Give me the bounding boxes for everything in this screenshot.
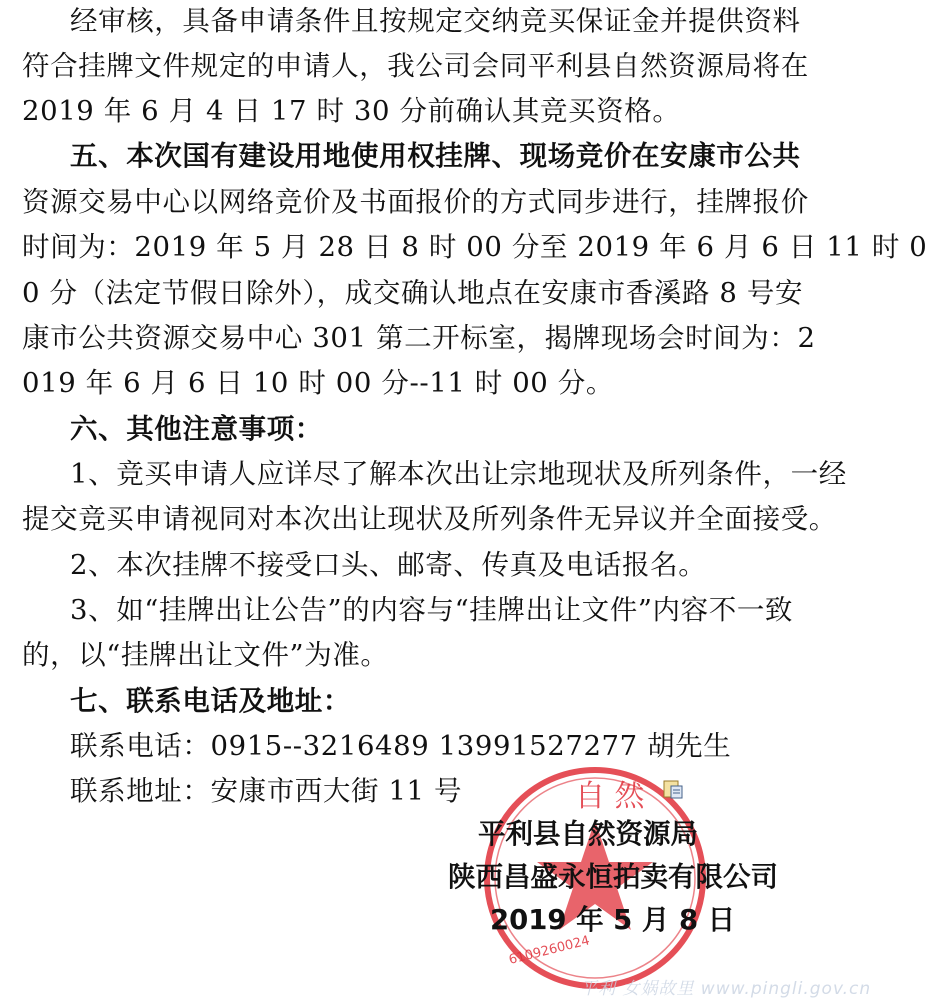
paragraph-line: 0 分（法定节假日除外），成交确认地点在安康市香溪路 8 号安	[22, 277, 804, 309]
seal-text: 自 然	[575, 779, 645, 814]
paragraph-line: 2、本次挂牌不接受口头、邮寄、传真及电话报名。	[70, 549, 707, 581]
paragraph-line: 资源交易中心以网络竞价及书面报价的方式同步进行，挂牌报价	[22, 186, 809, 218]
paragraph-line: 3、如“挂牌出让公告”的内容与“挂牌出让文件”内容不一致	[70, 594, 794, 626]
paragraph-line: 的，以“挂牌出让文件”为准。	[22, 639, 389, 671]
section-heading: 五、本次国有建设用地使用权挂牌、现场竞价在安康市公共	[70, 140, 801, 172]
paragraph-line: 提交竞买申请视同对本次出让现状及所列条件无异议并全面接受。	[22, 503, 837, 535]
paragraph-line: 019 年 6 月 6 日 10 时 00 分--11 时 00 分。	[22, 367, 614, 399]
issue-date: 2019 年 5 月 8 日	[490, 904, 736, 936]
paragraph-line: 符合挂牌文件规定的申请人，我公司会同平利县自然资源局将在	[22, 50, 809, 82]
seal-number: 6109260024	[507, 933, 592, 968]
contact-address: 联系地址：安康市西大街 11 号	[70, 775, 463, 807]
stamp-tool-icon	[662, 778, 684, 800]
section-heading: 六、其他注意事项：	[70, 413, 323, 445]
paragraph-line: 2019 年 6 月 4 日 17 时 30 分前确认其竞买资格。	[22, 95, 681, 127]
site-watermark: 平利 女娲故里 www.pingli.gov.cn	[580, 979, 872, 999]
paragraph-line: 经审核，具备申请条件且按规定交纳竞买保证金并提供资料	[70, 5, 801, 37]
paragraph-line: 康市公共资源交易中心 301 第二开标室，揭牌现场会时间为：2	[22, 322, 816, 354]
paragraph-line: 1、竞买申请人应详尽了解本次出让宗地现状及所列条件，一经	[70, 458, 847, 490]
issuer-name-primary: 平利县自然资源局	[478, 818, 698, 850]
section-heading: 七、联系电话及地址：	[70, 685, 351, 717]
issuer-name-secondary: 陕西昌盛永恒拍卖有限公司	[448, 861, 778, 893]
paragraph-line: 时间为：2019 年 5 月 28 日 8 时 00 分至 2019 年 6 月 6 日 11 时 0	[22, 231, 927, 263]
contact-phone: 联系电话：0915--3216489 13991527277 胡先生	[70, 730, 732, 762]
